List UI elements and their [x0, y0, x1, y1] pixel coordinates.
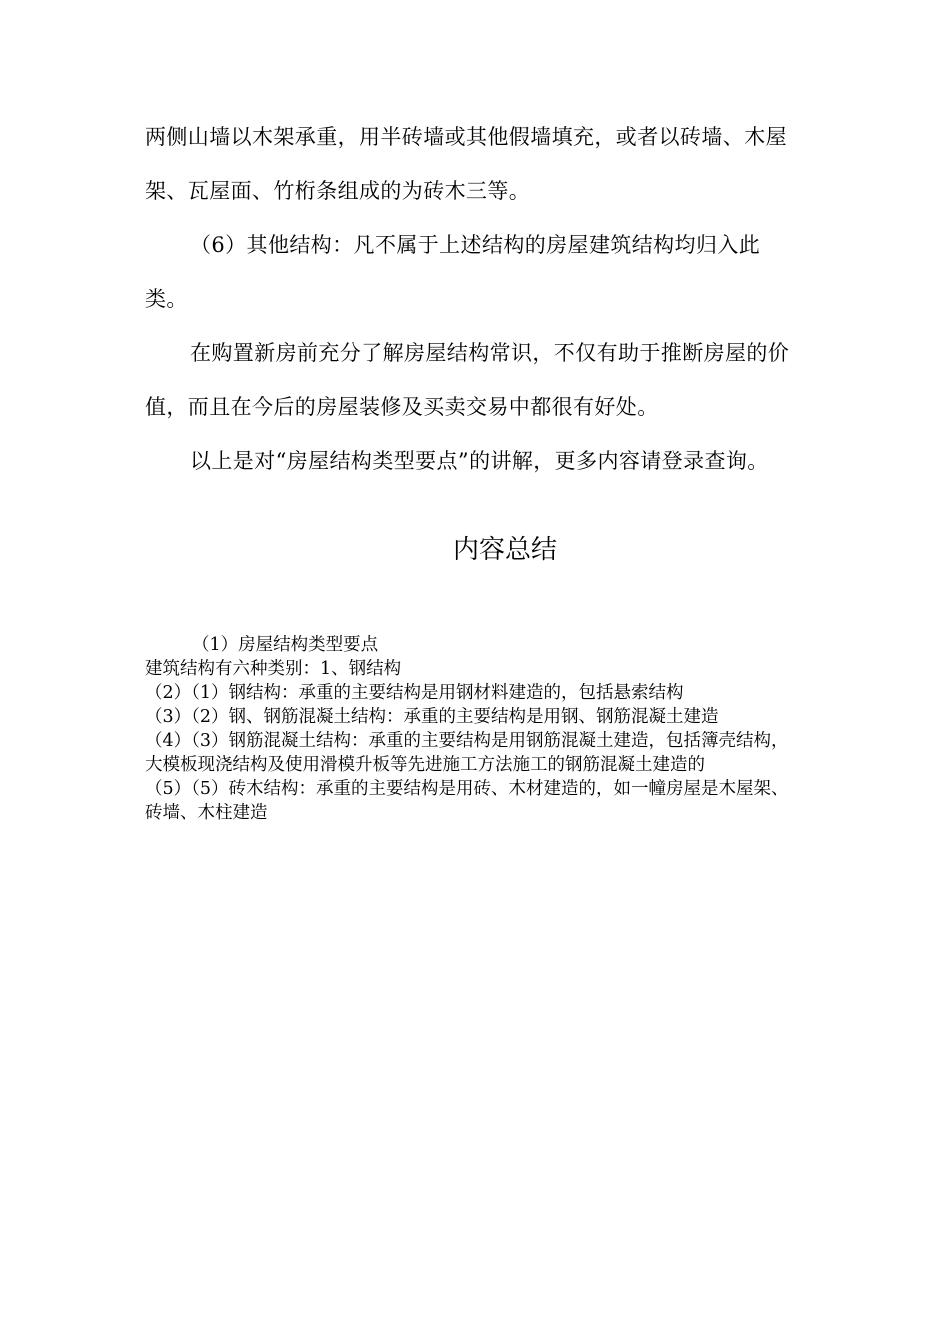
summary-item: （4）（3）钢筋混凝土结构：承重的主要结构是用钢筋混凝土建造，包括簿壳结构，大模板现浇结构及使用滑模升板等先进施工方法施工的钢筋混凝土建造的 [145, 731, 789, 775]
paragraph-other-structures: （6）其他结构：凡不属于上述结构的房屋建筑结构均归入此类。 [145, 233, 761, 311]
summary-item: （5）（5）砖木结构：承重的主要结构是用砖、木材建造的，如一幢房屋是木屋架、砖墙、木柱建造 [145, 779, 789, 823]
summary-item: （3）（2）钢、钢筋混凝土结构：承重的主要结构是用钢、钢筋混凝土建造 [145, 707, 719, 727]
paragraph-brick-wood-continuation: 两侧山墙以木架承重，用半砖墙或其他假墙填充，或者以砖墙、木屋架、瓦屋面、竹桁条组成的为砖木三等。 [145, 125, 787, 203]
body-text [145, 110, 800, 488]
summary-title: 内容总结 [452, 535, 557, 565]
summary-list [145, 633, 795, 825]
summary-item: （2）（1）钢结构：承重的主要结构是用钢材料建造的，包括悬索结构 [145, 683, 684, 703]
paragraph-purchase-advice: 在购置新房前充分了解房屋结构常识，不仅有助于推断房屋的价值，而且在今后的房屋装修及买卖交易中都很有好处。 [145, 341, 790, 419]
summary-item: 建筑结构有六种类别：1、钢结构 [145, 659, 402, 679]
paragraph-closing: 以上是对“房屋结构类型要点”的讲解，更多内容请登录查询。 [190, 449, 769, 473]
summary-item: （1）房屋结构类型要点 [192, 635, 379, 655]
